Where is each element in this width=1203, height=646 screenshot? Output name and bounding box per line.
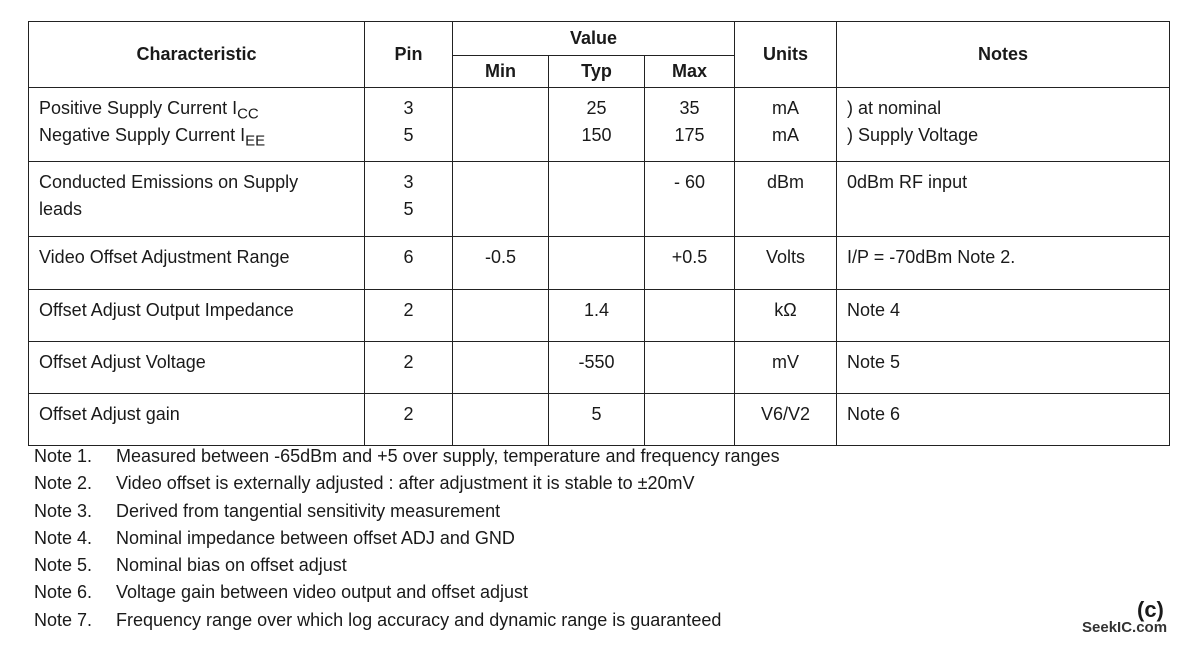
footnote-label: Note 2. [34,473,93,494]
cell-units: mA mA [735,88,837,162]
header-max: Max [645,56,735,88]
cell-characteristic: Offset Adjust Output Impedance [29,290,365,342]
cell-min [453,394,549,446]
cell-min [453,88,549,162]
cell-min [453,162,549,237]
cell-notes: Note 6 [837,394,1170,446]
cell-max [645,394,735,446]
footnote-2 [34,470,780,497]
footnote-label: Note 6. [34,582,93,603]
footnote-7 [34,607,780,634]
cell-units: Volts [735,237,837,290]
cell-units: kΩ [735,290,837,342]
footnote-text: Video offset is externally adjusted : after adjustment it is stable to ±20mV [116,473,695,494]
cell-units: V6/V2 [735,394,837,446]
cell-notes: Note 4 [837,290,1170,342]
footnote-text: Nominal bias on offset adjust [116,555,347,576]
cell-characteristic: Offset Adjust Voltage [29,342,365,394]
footnote-label: Note 3. [34,500,93,521]
header-units: Units [735,22,837,88]
header-value: Value [453,22,735,56]
cell-units: mV [735,342,837,394]
cell-max: 35 175 [645,88,735,162]
footnote-1 [34,443,780,470]
table-row-output-impedance [29,290,1170,342]
table-row-video-offset [29,237,1170,290]
watermark-text: SeekIC.com [1082,619,1168,636]
table-row-adjust-voltage [29,342,1170,394]
cell-notes: 0dBm RF input [837,162,1170,237]
cell-min [453,290,549,342]
footnote-label: Note 4. [34,527,93,548]
cell-typ [549,162,645,237]
footnote-3 [34,498,780,525]
cell-characteristic: Conducted Emissions on Supply leads [29,162,365,237]
cell-pin: 2 [365,290,453,342]
table-row-supply-current [29,88,1170,162]
cell-characteristic: Video Offset Adjustment Range [29,237,365,290]
cell-min: -0.5 [453,237,549,290]
footnote-text: Measured between -65dBm and +5 over supply, temperature and frequency ranges [116,446,780,466]
header-characteristic: Characteristic [29,22,365,88]
table-row-conducted-emissions [29,162,1170,237]
footnote-text: Nominal impedance between offset ADJ and GND [116,527,515,548]
cell-max: - 60 [645,162,735,237]
footnote-text: Voltage gain between video output and offset adjust [116,582,528,603]
cell-pin: 6 [365,237,453,290]
footnotes [34,443,780,634]
footnote-text: Frequency range over which log accuracy and dynamic range is guaranteed [116,609,722,630]
electrical-characteristics-table [28,21,1170,446]
cell-typ: 1.4 [549,290,645,342]
footnote-label: Note 5. [34,555,93,576]
characteristic-text: Negative Supply Current I [39,125,246,145]
cell-typ: -550 [549,342,645,394]
cell-pin: 2 [365,342,453,394]
header-row [29,22,1170,56]
cell-notes: ) at nominal ) Supply Voltage [837,88,1170,162]
cell-notes: Note 5 [837,342,1170,394]
cell-typ: 5 [549,394,645,446]
cell-min [453,342,549,394]
characteristic-text: Positive Supply Current I [39,98,238,118]
header-typ: Typ [549,56,645,88]
cell-typ [549,237,645,290]
cell-max [645,342,735,394]
header-notes: Notes [837,22,1170,88]
cell-characteristic: Offset Adjust gain [29,394,365,446]
table-row-adjust-gain [29,394,1170,446]
footnote-label: Note 7. [34,609,93,630]
footnote-6 [34,579,780,606]
cell-max [645,290,735,342]
subscript: CC [237,105,259,123]
subscript: EE [245,132,266,150]
cell-units: dBm [735,162,837,237]
footnote-text: Derived from tangential sensitivity measurement [116,500,501,521]
header-pin: Pin [365,22,453,88]
figure-mark: (c) [1137,597,1164,622]
footnote-5 [34,552,780,579]
cell-pin: 3 5 [365,88,453,162]
cell-notes: I/P = -70dBm Note 2. [837,237,1170,290]
cell-pin: 3 5 [365,162,453,237]
footnote-label: Note 1. [34,446,93,466]
cell-characteristic [29,88,365,162]
cell-max: +0.5 [645,237,735,290]
cell-pin: 2 [365,394,453,446]
footnote-4 [34,525,780,552]
cell-typ: 25 150 [549,88,645,162]
header-min: Min [453,56,549,88]
